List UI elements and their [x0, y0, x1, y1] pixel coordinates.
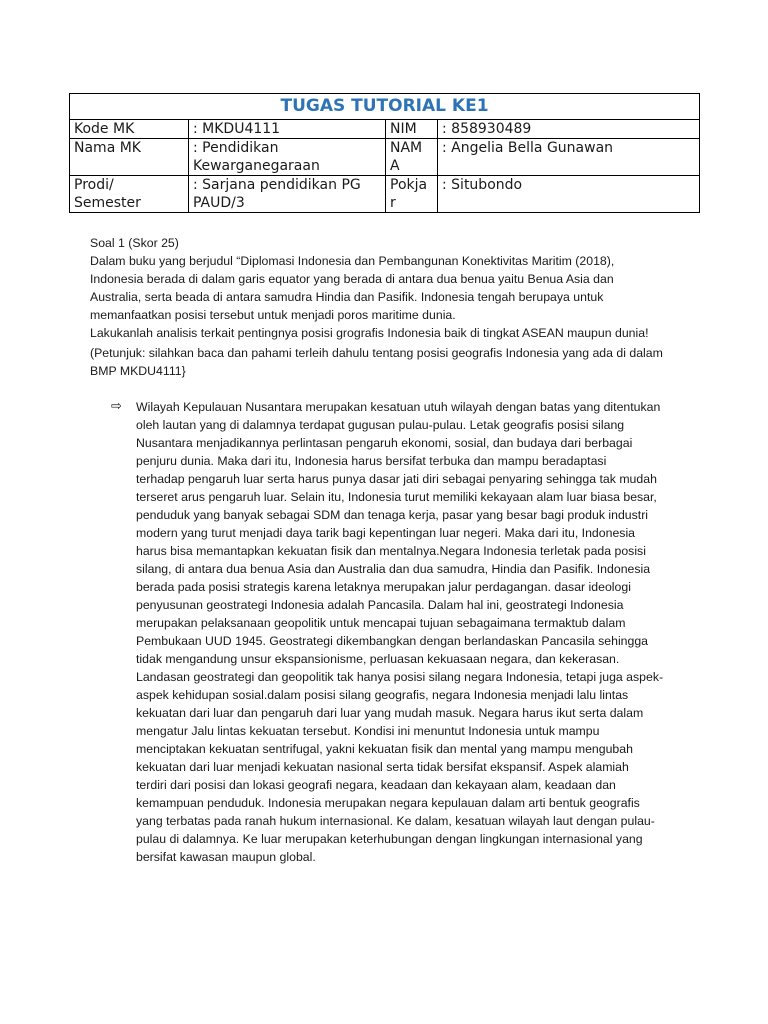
answer-line: Landasan geostrategi dan geopolitik tak hanya posisi silang negara Indonesia, tetapi juga aspek-: [136, 670, 664, 684]
answer-line: penduduk yang banyak sebagai SDM dan tenaga kerja, pasar yang besar bagi produk industri: [136, 508, 649, 522]
label-nama: [386, 139, 438, 176]
answer-line: penyusunan geostrategi Indonesia adalah Pancasila. Dalam hal ini, geostrategi Indonesia: [136, 598, 624, 612]
answer-line: Wilayah Kepulauan Nusantara merupakan kesatuan utuh wilayah dengan batas yang ditentukan: [136, 400, 661, 414]
label-prodi: [70, 176, 189, 213]
answer-line: berada pada posisi strategis karena letaknya merupakan jalur perdagangan. dasar ideologi: [136, 580, 631, 594]
value-prodi: [189, 176, 386, 213]
label-nim: NIM: [386, 120, 438, 139]
value-nim: : 858930489: [438, 120, 700, 139]
answer-line: modern yang turut menjadi daya tarik bagi kepentingan luar negeri. Maka dari itu, Indonesia: [136, 526, 636, 540]
question-heading: Soal 1 (Skor 25): [90, 236, 179, 250]
answer-line: silang, di antara dua benua Asia dan Australia dan dua samudra, Hindia dan Pasifik. Indonesia: [136, 562, 651, 576]
answer-line: tidak mengandung unsur ekspansionisme, perluasan kekuasaan negara, dan kekerasan.: [136, 652, 620, 666]
question-line: (Petunjuk: silahkan baca dan pahami terleih dahulu tentang posisi geografis Indonesia yang ada di dalam: [90, 346, 663, 360]
value-line: : Pendidikan: [193, 140, 279, 156]
answer-line: kekuatan dari luar menjadi kekuatan nasional serta tidak bersifat ekspansif. Aspek alamiah: [136, 760, 629, 774]
label-line: Semester: [74, 195, 141, 211]
label-line: r: [390, 195, 396, 211]
label-line: Prodi/: [74, 177, 114, 193]
answer-line: terdiri dari posisi dan lokasi geografi negara, keadaan dan kekayaan alam, keadaan dan: [136, 778, 616, 792]
answer-line: kemampuan penduduk. Indonesia merupakan negara kepulauan dalam arti bentuk geografis: [136, 796, 640, 810]
answer-line: harus bisa memantapkan kekuatan fisik dan mentalnya.Negara Indonesia terletak pada posisi: [136, 544, 646, 558]
value-nama-mk: [189, 139, 386, 176]
answer-line: Pembukaan UUD 1945. Geostrategi dikembangkan dengan berlandaskan Pancasila sehingga: [136, 634, 649, 648]
arrow-bullet-icon: ⇨: [111, 399, 122, 414]
answer-line: penjuru dunia. Maka dari itu, Indonesia harus bersifat terbuka dan mampu beradaptasi: [136, 454, 607, 468]
answer-line: terseret arus pengaruh luar. Selain itu, Indonesia turut memiliki kekayaan alam luar biasa besar,: [136, 490, 657, 504]
answer-text: [136, 398, 684, 866]
answer-line: yang terbatas pada ranah hukum internasional. Ke dalam, kesatuan wilayah laut dengan pulau-: [136, 814, 655, 828]
label-line: Pokja: [390, 177, 428, 193]
value-pokjar: : Situbondo: [438, 176, 700, 213]
answer-line: menciptakan kekuatan sentrifugal, yakni kekuatan fisik dan mental yang mampu mengubah: [136, 742, 633, 756]
answer-line: pulau di dalamnya. Ke luar merupakan keterhubungan dengan lingkungan internasional yang: [136, 832, 643, 846]
value-line: Kewarganegaraan: [193, 158, 320, 174]
table-row: [70, 176, 700, 213]
answer-line: bersifat kawasan maupun global.: [136, 850, 316, 864]
question-block: [90, 234, 690, 380]
label-pokjar: [386, 176, 438, 213]
question-line: Dalam buku yang berjudul “Diplomasi Indonesia dan Pembangunan Konektivitas Maritim (2018),: [90, 254, 615, 268]
identity-table: [69, 93, 700, 213]
question-line: BMP MKDU4111}: [90, 364, 186, 378]
question-line: Indonesia berada di dalam garis equator yang berada di antara dua benua yaitu Benua Asia dan: [90, 272, 614, 286]
label-kode-mk: Kode MK: [70, 120, 189, 139]
answer-line: terhadap pengaruh luar serta harus punya dasar jati diri sebagai penyaring sehingga tak mudah: [136, 472, 657, 486]
answer-line: merupakan pelaksanaan geopolitik untuk mencapai tujuan sebagaimana termaktub dalam: [136, 616, 626, 630]
question-line: memanfaatkan posisi tersebut untuk menjadi poros maritime dunia.: [90, 308, 456, 322]
value-line: PAUD/3: [193, 195, 245, 211]
answer-line: mengatur Jalu lintas kekuatan tersebut. Kondisi ini menuntut Indonesia untuk mampu: [136, 724, 600, 738]
label-nama-mk: Nama MK: [70, 139, 189, 176]
answer-line: oleh lautan yang di dalamnya terdapat gugusan pulau-pulau. Letak geografis posisi silang: [136, 418, 625, 432]
value-kode-mk: : MKDU4111: [189, 120, 386, 139]
answer-line: kekuatan dari luar dan pengaruh dari luar yang mudah masuk. Negara harus ikut serta dalam: [136, 706, 644, 720]
answer-line: aspek kehidupan sosial.dalam posisi silang geografis, negara Indonesia menjadi lalu lintas: [136, 688, 629, 702]
label-line: A: [390, 158, 400, 174]
value-nama: : Angelia Bella Gunawan: [438, 139, 700, 176]
question-line: Lakukanlah analisis terkait pentingnya posisi grografis Indonesia baik di tingkat ASEAN maupun dunia!: [90, 326, 649, 340]
table-row: [70, 139, 700, 176]
label-line: NAM: [390, 140, 423, 156]
question-line: Australia, serta beada di antara samudra Hindia dan Pasifik. Indonesia tengah berupaya untuk: [90, 290, 604, 304]
value-line: : Sarjana pendidikan PG: [193, 177, 361, 193]
answer-line: Nusantara menjadikannya perlintasan pengaruh ekonomi, sosial, dan budaya dari berbagai: [136, 436, 633, 450]
document-title: TUGAS TUTORIAL KE1: [70, 94, 700, 120]
table-row: [70, 120, 700, 139]
